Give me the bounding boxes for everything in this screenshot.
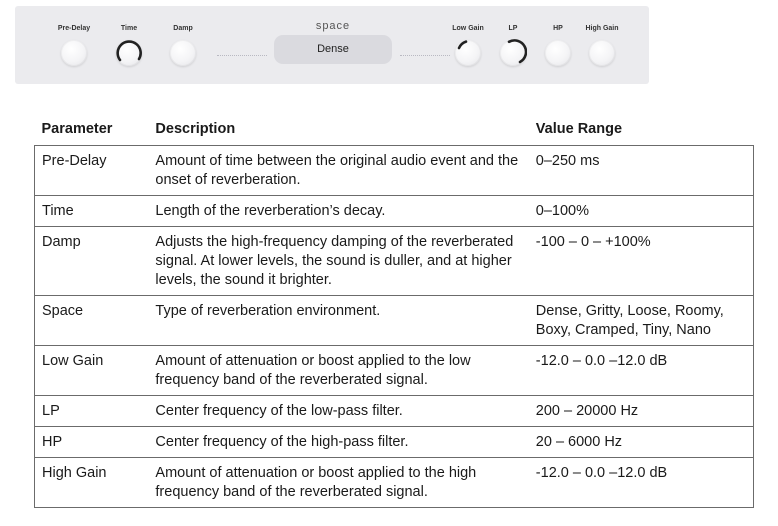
table-row	[35, 146, 754, 196]
description-cell: Center frequency of the high-pass filter.	[148, 427, 528, 458]
range-cell: -100 – 0 – +100%	[529, 227, 754, 296]
knob-label-hp: HP	[553, 25, 563, 32]
description-cell: Amount of attenuation or boost applied to the high frequency band of the reverberated signal.	[148, 458, 528, 508]
space-title: space	[315, 20, 351, 32]
hp-knob[interactable]	[545, 40, 571, 66]
description-cell: Amount of attenuation or boost applied to the low frequency band of the reverberated signal.	[148, 346, 528, 396]
table-row	[35, 427, 754, 458]
parameter-cell: Time	[35, 196, 149, 227]
low-gain-knob-arc-icon	[454, 39, 482, 67]
description-cell: Adjusts the high-frequency damping of the reverberated signal. At lower levels, the sound is duller, and at higher levels, the sound it brighter.	[148, 227, 528, 296]
knob-group-high-gain	[572, 6, 632, 84]
left-divider	[217, 55, 267, 56]
parameter-cell: LP	[35, 396, 149, 427]
time-knob-arc-icon	[115, 39, 143, 67]
knob-group-time	[99, 6, 159, 84]
range-cell: 0–100%	[529, 196, 754, 227]
parameter-cell: Space	[35, 296, 149, 346]
parameter-cell: Damp	[35, 227, 149, 296]
knob-label-high-gain: High Gain	[585, 25, 619, 32]
space-selector[interactable]: Dense	[274, 35, 392, 64]
table-header-row	[35, 115, 754, 146]
time-knob[interactable]	[116, 40, 142, 66]
description-cell: Length of the reverberation’s decay.	[148, 196, 528, 227]
header-parameter: Parameter	[41, 121, 113, 137]
knob-label-damp: Damp	[173, 25, 193, 32]
range-cell: -12.0 – 0.0 –12.0 dB	[529, 458, 754, 508]
damp-knob[interactable]	[170, 40, 196, 66]
header-description: Description	[155, 121, 236, 137]
lp-knob[interactable]	[500, 40, 526, 66]
knob-label-pre-delay: Pre-Delay	[57, 25, 91, 32]
knob-group-pre-delay	[44, 6, 104, 84]
reverb-plugin-panel	[15, 6, 649, 84]
table-row	[35, 196, 754, 227]
knob-label-time: Time	[120, 25, 138, 32]
table-row	[35, 458, 754, 508]
parameter-cell: HP	[35, 427, 149, 458]
high-gain-knob[interactable]	[589, 40, 615, 66]
table-row	[35, 296, 754, 346]
table-row	[35, 396, 754, 427]
header-value-range: Value Range	[535, 121, 623, 137]
table-row	[35, 227, 754, 296]
parameter-table	[34, 115, 754, 508]
description-cell: Type of reverberation environment.	[148, 296, 528, 346]
range-cell: 20 – 6000 Hz	[529, 427, 754, 458]
knob-label-low-gain: Low Gain	[452, 25, 484, 32]
description-cell: Amount of time between the original audio event and the onset of reverberation.	[148, 146, 528, 196]
knob-group-damp	[153, 6, 213, 84]
range-cell: Dense, Gritty, Loose, Roomy, Boxy, Cramped, Tiny, Nano	[529, 296, 754, 346]
range-cell: 200 – 20000 Hz	[529, 396, 754, 427]
parameter-cell: Low Gain	[35, 346, 149, 396]
parameter-cell: Pre-Delay	[35, 146, 149, 196]
lp-knob-arc-icon	[499, 39, 527, 67]
table-row	[35, 346, 754, 396]
low-gain-knob[interactable]	[455, 40, 481, 66]
range-cell: 0–250 ms	[529, 146, 754, 196]
knob-label-lp: LP	[508, 25, 518, 32]
pre-delay-knob[interactable]	[61, 40, 87, 66]
parameter-cell: High Gain	[35, 458, 149, 508]
description-cell: Center frequency of the low-pass filter.	[148, 396, 528, 427]
range-cell: -12.0 – 0.0 –12.0 dB	[529, 346, 754, 396]
